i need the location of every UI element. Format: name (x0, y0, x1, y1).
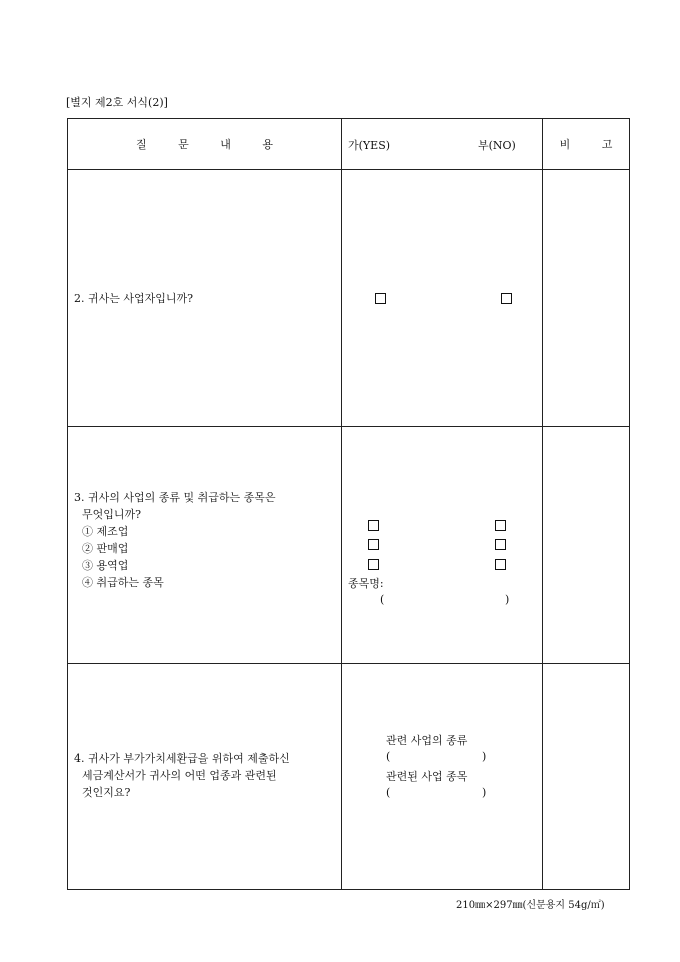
q3-option-1-yes-checkbox[interactable] (368, 520, 379, 531)
q2-yes-checkbox[interactable] (375, 293, 386, 304)
questionnaire-table (67, 118, 630, 890)
q3-text: 3. 귀사의 사업의 종류 및 취급하는 종목은 (74, 491, 276, 504)
q4-biz-type-paren-close: ) (482, 750, 487, 763)
q3-option-3: ③ 용역업 (82, 559, 129, 572)
q3-item-name-label: 종목명: (348, 577, 384, 590)
q3-option-1-no-checkbox[interactable] (495, 520, 506, 531)
q3-paren-close: ) (505, 593, 510, 606)
header-question-cell (68, 119, 342, 170)
q3-option-3-yes-checkbox[interactable] (368, 559, 379, 570)
q2-remark-cell (543, 170, 630, 427)
q3-answer-cell (342, 427, 543, 664)
q2-text: 2. 귀사는 사업자입니까? (74, 291, 194, 305)
q3-option-4: ④ 취급하는 종목 (82, 576, 164, 589)
header-question: 질 문 내 용 (136, 138, 287, 151)
header-no: 부(NO) (478, 139, 516, 152)
q2-answer-cell (342, 170, 543, 427)
q3-option-2-no-checkbox[interactable] (495, 539, 506, 550)
paper-spec-footer: 210㎜×297㎜(신문용지 54g/㎡) (456, 900, 605, 911)
q3-option-3-no-checkbox[interactable] (495, 559, 506, 570)
q3-remark-cell (543, 427, 630, 664)
q4-line-3: 것인지요? (82, 786, 131, 799)
q4-biz-item-paren-open: ( (386, 786, 391, 799)
q4-answer-cell (342, 664, 543, 890)
q2-no-checkbox[interactable] (501, 293, 512, 304)
header-remark-cell (543, 119, 630, 170)
q3-question-cell (68, 427, 342, 664)
q4-line-2: 세금계산서가 귀사의 어떤 업종과 관련된 (82, 769, 277, 782)
q4-biz-item-paren-close: ) (482, 786, 487, 799)
q4-biz-type-label: 관련 사업의 종류 (386, 734, 468, 747)
header-yes: 가(YES) (348, 139, 391, 152)
q3-paren-open: ( (380, 593, 385, 606)
q3-text-cont: 무엇입니까? (82, 508, 142, 521)
q4-line-1: 4. 귀사가 부가가치세환급을 위하여 제출하신 (74, 752, 290, 765)
q4-biz-type-paren-open: ( (386, 750, 391, 763)
q4-remark-cell (543, 664, 630, 890)
q4-question-cell (68, 664, 342, 890)
form-label: [별지 제2호 서식(2)] (66, 96, 168, 109)
q3-option-1: ① 제조업 (82, 525, 129, 538)
q3-option-2: ② 판매업 (82, 542, 129, 555)
q4-biz-item-label: 관련된 사업 종목 (386, 770, 468, 783)
header-answer-cell (342, 119, 543, 170)
q3-option-2-yes-checkbox[interactable] (368, 539, 379, 550)
q2-question-cell (68, 170, 342, 427)
header-remark: 비 고 (559, 138, 627, 151)
